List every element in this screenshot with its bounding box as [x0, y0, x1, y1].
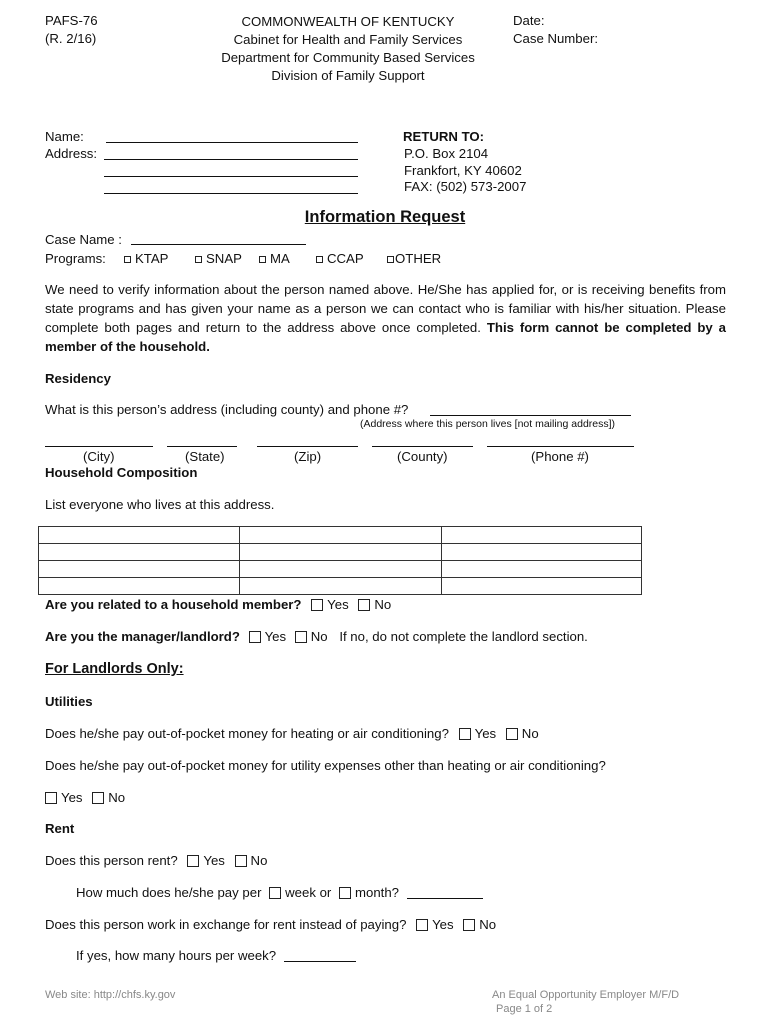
program-option-ktap[interactable]: KTAP — [124, 251, 168, 266]
utilities-heading: Utilities — [45, 694, 93, 709]
related-question: Are you related to a household member? — [45, 597, 302, 612]
residency-heading: Residency — [45, 371, 111, 386]
hours-field[interactable] — [284, 949, 356, 962]
table-cell[interactable] — [442, 527, 642, 544]
checkbox-icon — [195, 256, 202, 263]
table-cell[interactable] — [240, 527, 442, 544]
county-field[interactable] — [372, 434, 473, 447]
form-revision: (R. 2/16) — [45, 31, 97, 46]
agency-line: Division of Family Support — [271, 68, 425, 83]
zip-label: (Zip) — [294, 449, 322, 464]
other-utilities-no-checkbox[interactable] — [92, 792, 104, 804]
table-cell[interactable] — [442, 561, 642, 578]
no-label: No — [108, 790, 126, 805]
no-label: No — [250, 853, 268, 868]
table-cell[interactable] — [39, 561, 240, 578]
yes-label: Yes — [474, 726, 497, 741]
case-number-label: Case Number: — [513, 31, 599, 46]
agency-line: Cabinet for Health and Family Services — [233, 32, 463, 47]
other-utilities-question: Does he/she pay out-of-pocket money for utility expenses other than heating or air conditioning? — [45, 758, 606, 773]
heating-question-row — [45, 726, 539, 741]
county-label: (County) — [397, 449, 448, 464]
household-instruction: List everyone who lives at this address. — [45, 497, 275, 512]
table-cell[interactable] — [442, 544, 642, 561]
rent-amount-row — [76, 885, 483, 900]
return-to-title: RETURN TO: — [403, 129, 485, 144]
table-row — [39, 527, 642, 544]
phone-field[interactable] — [487, 434, 634, 447]
program-option-ma[interactable]: MA — [259, 251, 290, 266]
exchange-no-checkbox[interactable] — [463, 919, 475, 931]
address-field-line-1[interactable] — [104, 147, 358, 160]
rent-no-checkbox[interactable] — [235, 855, 247, 867]
no-label: No — [521, 726, 539, 741]
agency-block — [198, 13, 498, 85]
checkbox-icon — [316, 256, 323, 263]
rent-amount-question: How much does he/she pay per — [76, 885, 262, 900]
phone-label: (Phone #) — [531, 449, 589, 464]
table-cell[interactable] — [39, 544, 240, 561]
manager-yes-checkbox[interactable] — [249, 631, 261, 643]
intro-warning: This form cannot be completed by a member of the household. — [45, 320, 726, 354]
manager-question: Are you the manager/landlord? — [45, 629, 240, 644]
address-label: Address: — [45, 146, 98, 161]
week-label: week or — [285, 885, 332, 900]
landlords-heading: For Landlords Only: — [45, 661, 184, 677]
intro-paragraph: We need to verify information about the person named above. He/She has applied for, or is receiving benefits from state programs and has given your name as a person we can contact who is familiar with his/her situation. Please complete both pages and return to the address above once completed. This form cannot be completed by a member of the household. — [45, 282, 726, 354]
related-question-row — [45, 597, 391, 612]
table-row — [39, 578, 642, 595]
rent-question-row — [45, 853, 267, 868]
rent-month-checkbox[interactable] — [339, 887, 351, 899]
hours-question-row — [76, 948, 356, 963]
program-option-other[interactable]: OTHER — [387, 251, 441, 266]
household-table — [38, 526, 642, 595]
programs-label: Programs: — [45, 251, 106, 266]
table-cell[interactable] — [240, 544, 442, 561]
month-label: month? — [355, 885, 399, 900]
name-label: Name: — [45, 129, 84, 144]
footer-page-number: Page 1 of 2 — [496, 1003, 553, 1015]
yes-label: Yes — [327, 597, 349, 612]
related-yes-checkbox[interactable] — [311, 599, 323, 611]
program-option-ccap[interactable]: CCAP — [316, 251, 364, 266]
page-title: Information Request — [304, 208, 466, 226]
heating-yes-checkbox[interactable] — [459, 728, 471, 740]
manager-question-row — [45, 629, 588, 644]
checkbox-icon — [124, 256, 131, 263]
city-field[interactable] — [45, 434, 153, 447]
rent-heading: Rent — [45, 821, 75, 836]
footer-website: Web site: http://chfs.ky.gov — [45, 989, 176, 1001]
table-cell[interactable] — [39, 578, 240, 595]
address-field-line-3[interactable] — [104, 181, 358, 194]
yes-label: Yes — [264, 629, 287, 644]
table-cell[interactable] — [442, 578, 642, 595]
return-address — [404, 146, 526, 196]
rent-amount-field[interactable] — [407, 886, 483, 899]
yes-label: Yes — [432, 917, 454, 932]
rent-week-checkbox[interactable] — [269, 887, 281, 899]
residency-address-field[interactable] — [430, 403, 631, 416]
city-label: (City) — [83, 449, 115, 464]
checkbox-icon — [387, 256, 394, 263]
rent-question: Does this person rent? — [45, 853, 178, 868]
case-name-field[interactable] — [131, 232, 306, 245]
hours-question: If yes, how many hours per week? — [76, 948, 277, 963]
agency-line: COMMONWEALTH OF KENTUCKY — [241, 14, 455, 29]
return-address-line: FAX: (502) 573-2007 — [404, 179, 527, 194]
no-label: No — [479, 917, 497, 932]
state-field[interactable] — [167, 434, 237, 447]
table-row — [39, 544, 642, 561]
household-heading: Household Composition — [45, 465, 198, 480]
yes-label: Yes — [61, 790, 83, 805]
manager-note: If no, do not complete the landlord section. — [339, 629, 588, 644]
table-row — [39, 561, 642, 578]
return-address-line: Frankfort, KY 40602 — [404, 162, 522, 178]
no-label: No — [310, 629, 328, 644]
exchange-yes-checkbox[interactable] — [416, 919, 428, 931]
program-option-snap[interactable]: SNAP — [195, 251, 242, 266]
table-cell[interactable] — [240, 561, 442, 578]
table-cell[interactable] — [240, 578, 442, 595]
heating-no-checkbox[interactable] — [506, 728, 518, 740]
footer-employer: An Equal Opportunity Employer M/F/D — [492, 989, 680, 1001]
manager-no-checkbox[interactable] — [295, 631, 307, 643]
form-id: PAFS-76 — [45, 13, 98, 28]
checkbox-icon — [259, 256, 266, 263]
agency-line: Department for Community Based Services — [221, 50, 475, 65]
table-cell[interactable] — [39, 527, 240, 544]
address-field-line-2[interactable] — [104, 164, 358, 177]
date-label: Date: — [513, 13, 545, 28]
heating-question: Does he/she pay out-of-pocket money for heating or air conditioning? — [45, 726, 449, 741]
no-label: No — [374, 597, 392, 612]
other-utilities-yes-checkbox[interactable] — [45, 792, 57, 804]
residency-note: (Address where this person lives [not mailing address]) — [360, 418, 616, 430]
residency-question: What is this person’s address (including county) and phone #? — [45, 402, 409, 417]
rent-yes-checkbox[interactable] — [187, 855, 199, 867]
related-no-checkbox[interactable] — [358, 599, 370, 611]
other-utilities-answer-row — [45, 790, 125, 805]
exchange-question: Does this person work in exchange for rent instead of paying? — [45, 917, 407, 932]
zip-field[interactable] — [257, 434, 358, 447]
exchange-question-row — [45, 917, 496, 932]
yes-label: Yes — [203, 853, 225, 868]
return-address-line: P.O. Box 2104 — [404, 146, 489, 161]
case-name-label: Case Name : — [45, 232, 122, 247]
state-label: (State) — [185, 449, 225, 464]
name-field[interactable] — [106, 130, 358, 143]
